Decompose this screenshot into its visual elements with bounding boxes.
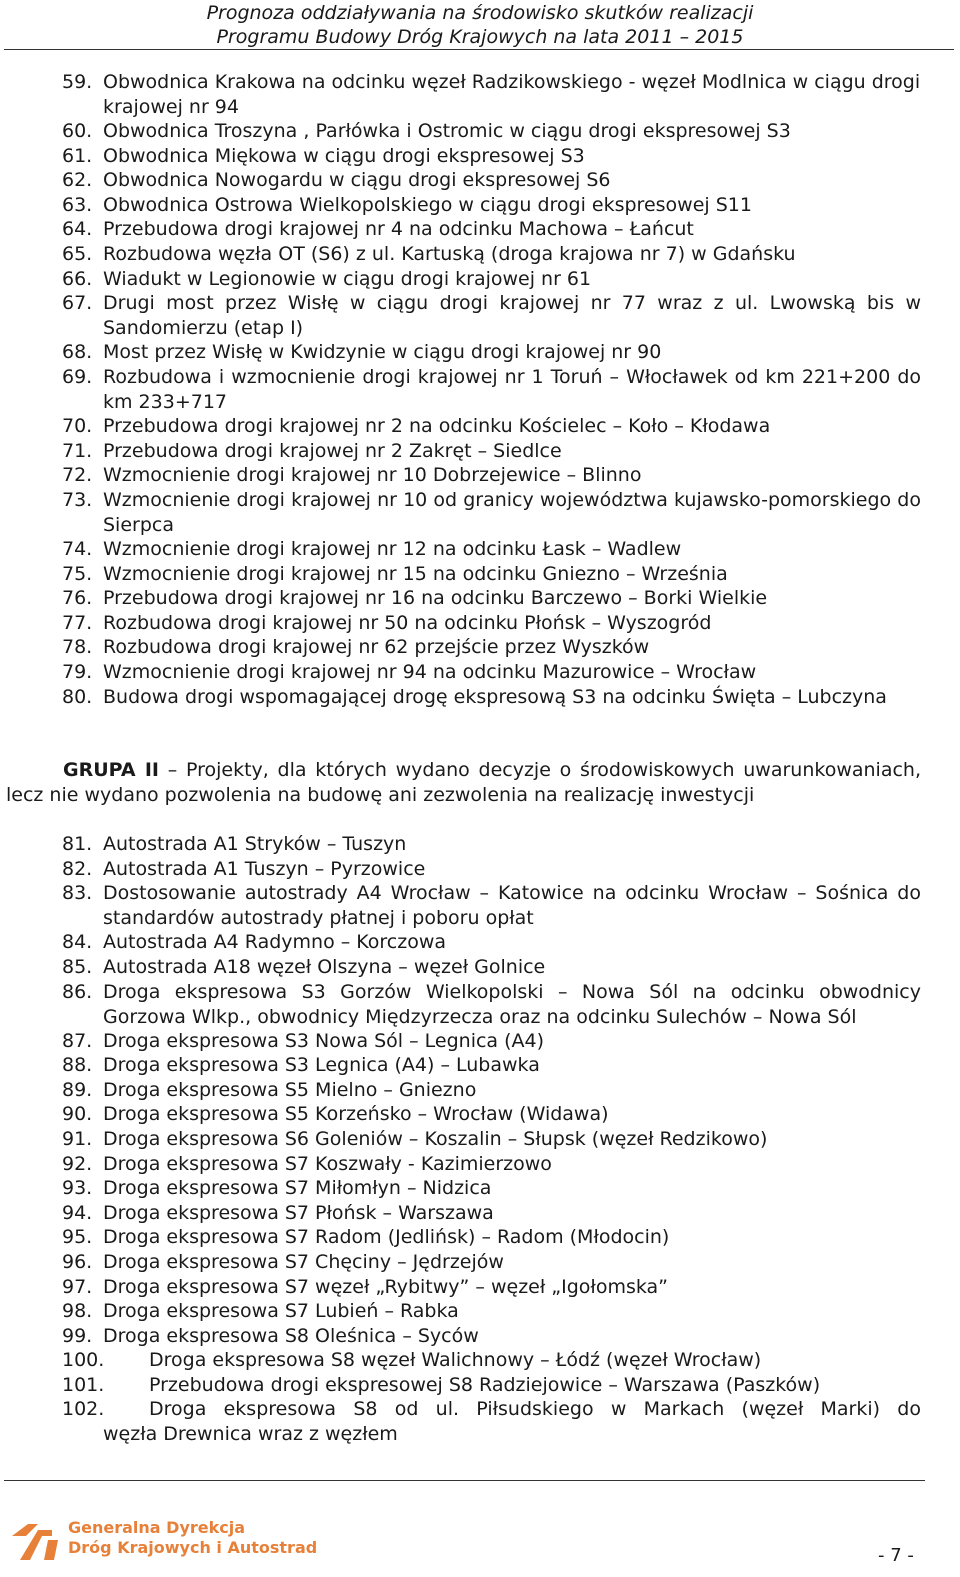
header-line-2: Programu Budowy Dróg Krajowych na lata 2011 – 2015 <box>216 26 744 48</box>
header-line-1: Prognoza oddziaływania na środowisko skutków realizacji <box>206 2 754 24</box>
group-description: – Projekty, dla których wydano decyzje o środowiskowych uwarunkowaniach, lecz nie wydano pozwolenia na budowę ani zezwolenia na realizację inwestycji <box>6 759 921 806</box>
header-rule <box>4 49 954 50</box>
logo-wordmark <box>68 1518 317 1558</box>
group-label: GRUPA II <box>63 759 159 781</box>
footer-rule <box>4 1480 925 1481</box>
group-heading-paragraph <box>6 758 921 807</box>
logo-line-2: Dróg Krajowych i Autostrad <box>68 1538 318 1557</box>
page-number: - 7 - <box>878 1545 914 1566</box>
logo-line-1: Generalna Dyrekcja <box>68 1518 246 1537</box>
